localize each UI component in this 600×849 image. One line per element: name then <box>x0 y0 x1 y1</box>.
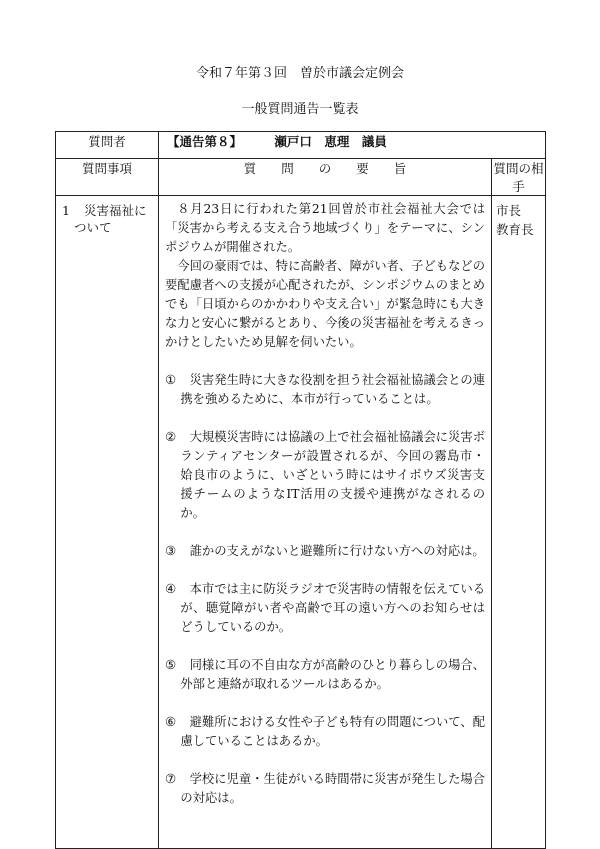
target-mayor: 市長 <box>496 203 522 218</box>
question-item-4 <box>165 580 485 637</box>
item-text: 学校に児童・生徒がいる時間帯に災害が発生した場合の対応は。 <box>180 772 485 805</box>
intro-paragraph-1: ８月23日に行われた第21回曽於市社会福祉大会では「災害から考える支え合う地域づくり」をテーマに、シンポジウムが開催された。 <box>165 202 485 254</box>
target-superintendent: 教育長 <box>496 222 534 237</box>
target-column-header: 質問の相手 <box>492 159 546 196</box>
notice-number: 【通告第８】 <box>167 134 243 149</box>
item-text: 本市では主に防災ラジオで災害時の情報を伝えているが、聴覚障がい者や高齢で耳の遠い方へのお知らせはどうしているのか。 <box>180 582 485 634</box>
question-targets <box>492 196 546 849</box>
question-item-3 <box>165 542 485 561</box>
intro-paragraph-2: 今回の豪雨では、特に高齢者、障がい者、子どもなどの要配慮者への支援が心配されたが、シンポジウムのまとめでも「日頃からのかかわりや支え合い」が緊急時にも大きな力と安心に繋がるとあり、今後の災害福祉を考えるきっかけとしたいため見解を伺いたい。 <box>165 259 485 349</box>
item-number: ⑦ <box>165 772 177 786</box>
item-number: ② <box>165 430 177 444</box>
topic-column-header: 質問事項 <box>56 159 159 196</box>
questioner-row <box>56 132 546 159</box>
item-number: ④ <box>165 582 177 596</box>
question-row <box>56 196 546 849</box>
question-item-5 <box>165 656 485 694</box>
item-text: 避難所における女性や子ども特有の問題について、配慮していることはあるか。 <box>180 715 485 748</box>
item-text: 誰かの支えがないと避難所に行けない方への対応は。 <box>189 544 485 558</box>
item-number: ⑥ <box>165 715 177 729</box>
question-item-6 <box>165 713 485 751</box>
question-topic <box>56 196 159 849</box>
topic-number: 1 <box>62 203 70 218</box>
question-gist <box>159 196 492 849</box>
item-text: 大規模災害時には協議の上で社会福祉協議会に災害ボランティアセンターが設置されるが、今回の霧島市・姶良市のように、いざという時にはサイボウズ災害支援チームのようなIT活用の支援や連携がなされるのか。 <box>180 430 485 520</box>
question-item-7 <box>165 770 485 808</box>
questioner-info <box>159 132 546 159</box>
item-number: ③ <box>165 544 177 558</box>
topic-line-1 <box>62 202 154 219</box>
topic-line-2: ついて <box>74 220 112 235</box>
question-notice-table <box>55 131 546 849</box>
document-subtitle: 一般質問通告一覧表 <box>241 102 359 117</box>
item-number: ① <box>165 373 177 387</box>
gist-column-header: 質 問 の 要 旨 <box>159 159 492 196</box>
question-item-1 <box>165 371 485 409</box>
item-text: 同様に耳の不自由な方が高齢のひとり暮らしの場合、外部と連絡が取れるツールはあるか。 <box>180 658 485 691</box>
topic-title: 災害福祉に <box>83 203 147 218</box>
member-name: 瀬戸口 恵理 議員 <box>274 134 387 149</box>
item-text: 災害発生時に大きな役割を担う社会福祉協議会との連携を強めるために、本市が行っていることは。 <box>180 373 485 406</box>
document-title: 令和７年第３回 曽於市議会定例会 <box>195 66 404 81</box>
item-number: ⑤ <box>165 658 177 672</box>
question-item-2 <box>165 428 485 523</box>
questioner-label: 質問者 <box>56 132 159 159</box>
column-header-row <box>56 159 546 196</box>
